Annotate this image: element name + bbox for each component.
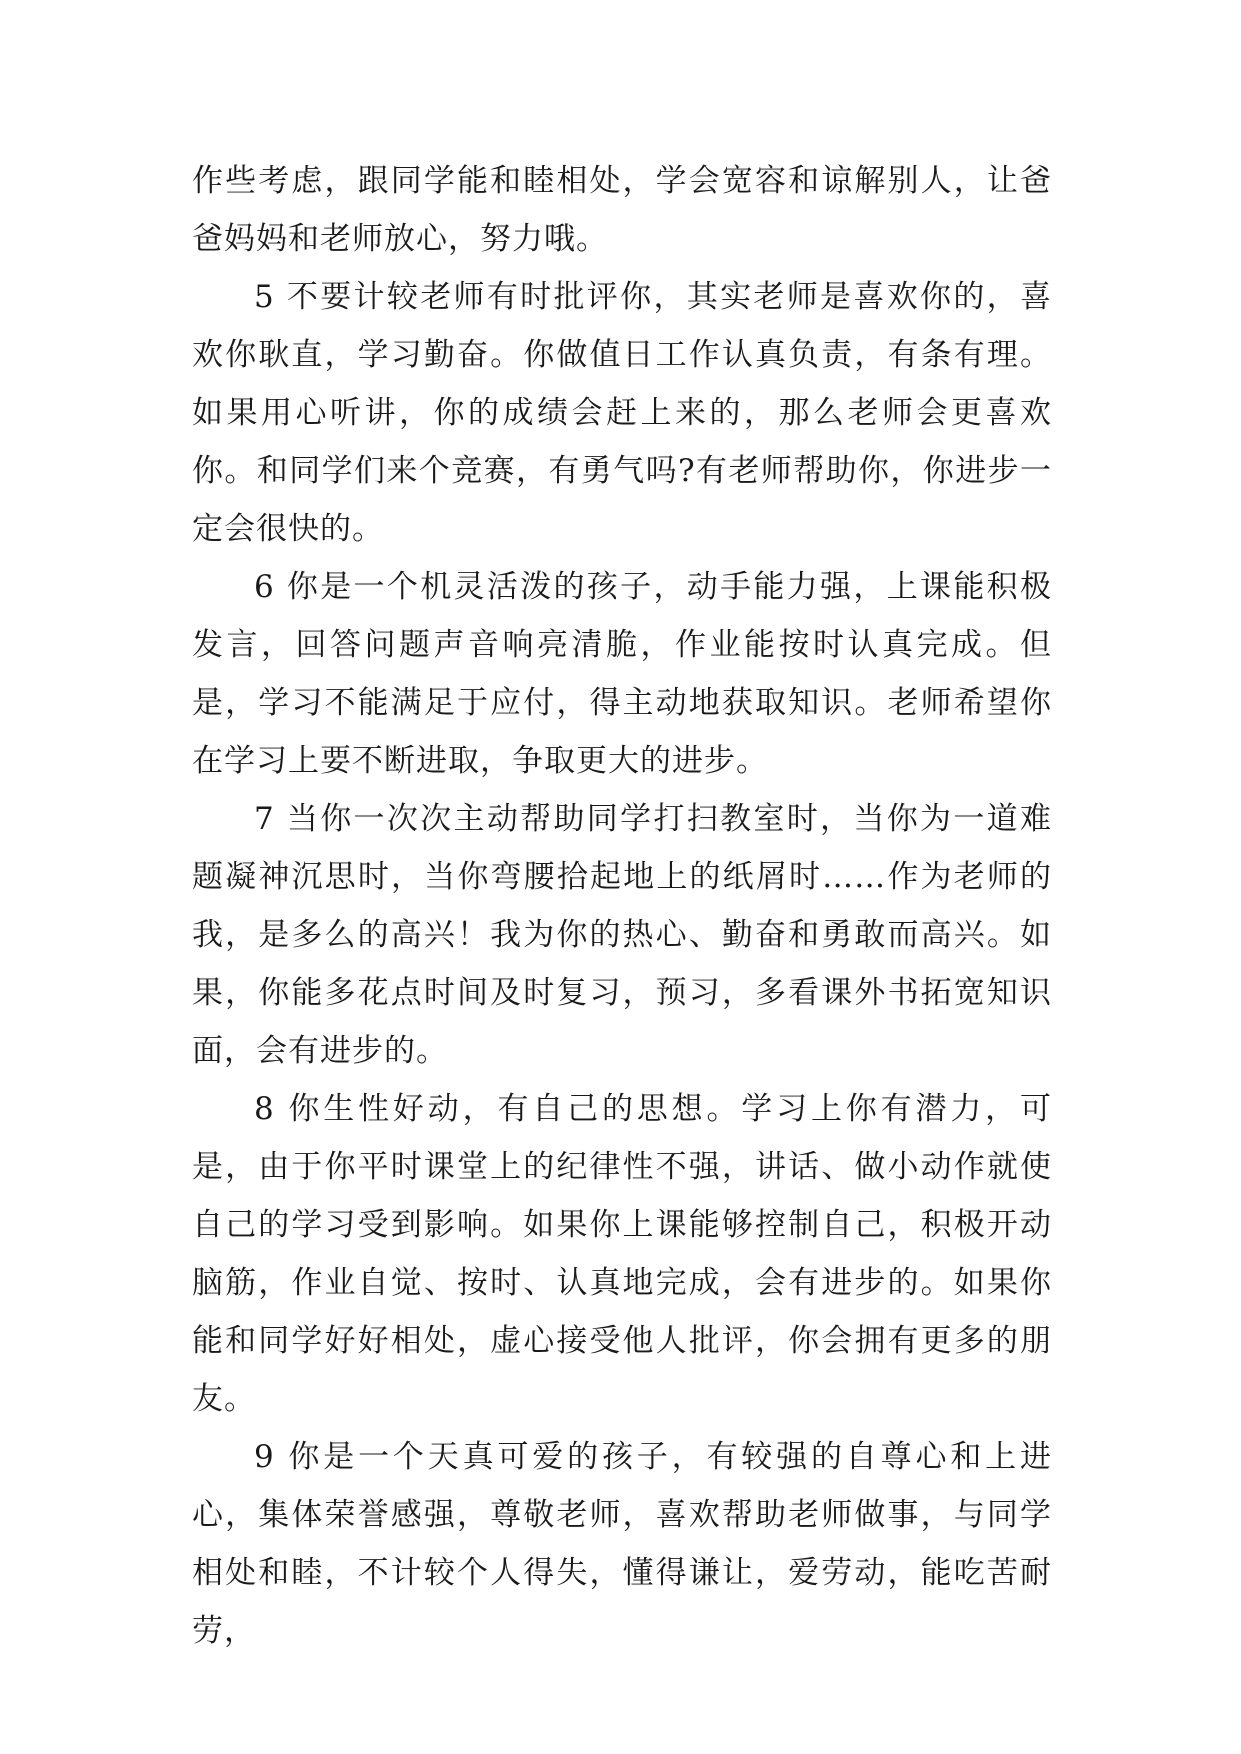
document-body [192,152,1052,1660]
paragraph-comment-6: 6 你是一个机灵活泼的孩子，动手能力强，上课能积极发言，回答问题声音响亮清脆，作业能按时认真完成。但是，学习不能满足于应付，得主动地获取知识。老师希望你在学习上要不断进取，争取更大的进步。 [192,569,1052,779]
paragraph-comment-9: 9 你是一个天真可爱的孩子，有较强的自尊心和上进心，集体荣誉感强，尊敬老师，喜欢帮助老师做事，与同学相处和睦，不计较个人得失，懂得谦让，爱劳动，能吃苦耐劳， [192,1439,1052,1649]
paragraph-continued: 作些考虑，跟同学能和睦相处，学会宽容和谅解别人，让爸爸妈妈和老师放心，努力哦。 [192,163,1052,257]
paragraph-comment-8: 8 你生性好动，有自己的思想。学习上你有潜力，可是，由于你平时课堂上的纪律性不强，讲话、做小动作就使自己的学习受到影响。如果你上课能够控制自己，积极开动脑筋，作业自觉、按时、认真地完成，会有进步的。如果你能和同学好好相处，虚心接受他人批评，你会拥有更多的朋友。 [192,1091,1052,1417]
paragraph-comment-7: 7 当你一次次主动帮助同学打扫教室时，当你为一道难题凝神沉思时，当你弯腰拾起地上的纸屑时……作为老师的我，是多么的高兴！我为你的热心、勤奋和勇敢而高兴。如果，你能多花点时间及时复习，预习，多看课外书拓宽知识面，会有进步的。 [192,801,1052,1069]
paragraph-comment-5: 5 不要计较老师有时批评你，其实老师是喜欢你的，喜欢你耿直，学习勤奋。你做值日工作认真负责，有条有理。如果用心听讲，你的成绩会赶上来的，那么老师会更喜欢你。和同学们来个竞赛，有勇气吗?有老师帮助你，你进步一定会很快的。 [192,279,1052,547]
